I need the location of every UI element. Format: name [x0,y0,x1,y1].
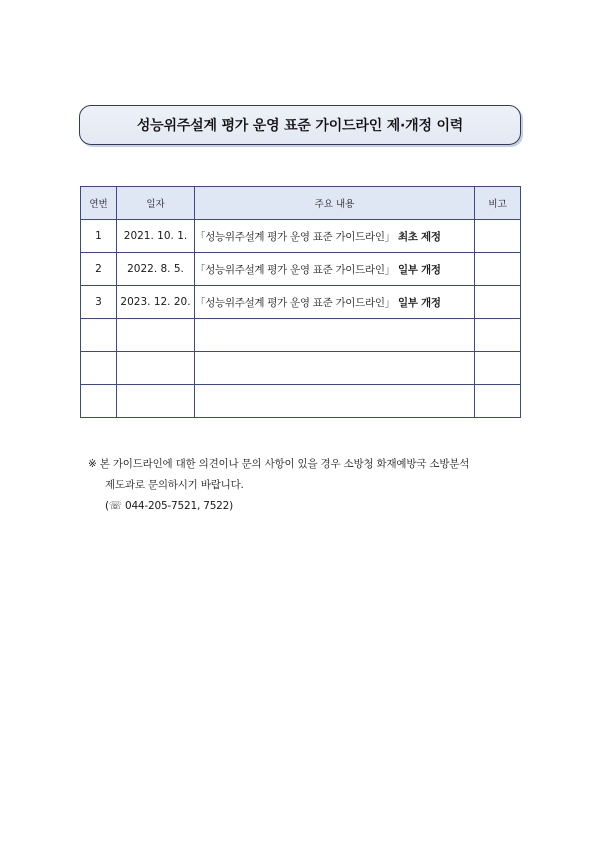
content-emphasis: 일부 개정 [397,296,441,309]
cell-remarks [475,385,521,418]
cell-content [195,220,475,253]
table-row [81,286,521,319]
cell-date: 2022. 8. 5. [117,253,195,286]
note-line-1: ※ 본 가이드라인에 대한 의견이나 문의 사항이 있을 경우 소방청 화재예방국 소방분석 [88,458,470,470]
note-contact-phone: (☏ 044-205-7521, 7522) [105,500,234,512]
cell-remarks [475,319,521,352]
content-emphasis: 최초 제정 [397,230,441,243]
cell-remarks [475,253,521,286]
cell-content [195,319,475,352]
content-text: 「성능위주설계 평가 운영 표준 가이드라인」 [195,230,395,243]
cell-no [81,385,117,418]
cell-content [195,352,475,385]
header-date: 일자 [117,187,195,220]
cell-no: 1 [81,220,117,253]
page-title: 성능위주설계 평가 운영 표준 가이드라인 제·개정 이력 [136,118,464,134]
cell-remarks [475,352,521,385]
cell-date [117,352,195,385]
cell-no [81,352,117,385]
cell-no [81,319,117,352]
header-no: 연번 [81,187,117,220]
cell-date [117,385,195,418]
note-line-2: 제도과로 문의하시기 바랍니다. [105,479,244,491]
content-text: 「성능위주설계 평가 운영 표준 가이드라인」 [195,296,395,309]
content-text: 「성능위주설계 평가 운영 표준 가이드라인」 [195,263,395,276]
cell-date: 2021. 10. 1. [117,220,195,253]
cell-remarks [475,286,521,319]
cell-no: 3 [81,286,117,319]
contact-note [88,454,528,517]
revision-history-table [80,186,521,418]
header-content: 주요 내용 [195,187,475,220]
cell-content [195,385,475,418]
table-row [81,352,521,385]
cell-no: 2 [81,253,117,286]
cell-date: 2023. 12. 20. [117,286,195,319]
cell-content [195,253,475,286]
cell-content [195,286,475,319]
table-row [81,319,521,352]
table-row [81,220,521,253]
header-remarks: 비고 [475,187,521,220]
cell-date [117,319,195,352]
table-row [81,253,521,286]
cell-remarks [475,220,521,253]
table-row [81,385,521,418]
title-banner [79,105,521,145]
content-emphasis: 일부 개정 [397,263,441,276]
table-header-row [81,187,521,220]
